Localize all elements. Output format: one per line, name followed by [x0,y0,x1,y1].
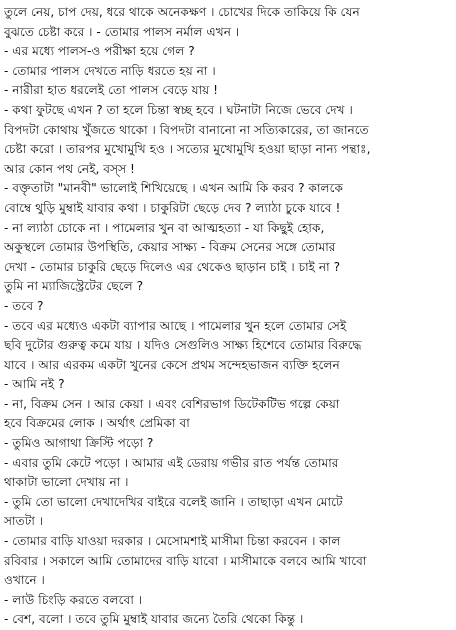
text-line: - তবে ? [4,298,44,313]
text-line: - তোমার বাড়ি যাওয়া দরকার । মেসোমশাই মাসীমা চিন্তা করবেন । কাল [4,534,341,549]
text-line: বুঝতে চেষ্টা করে । - তোমার পালস নর্মাল এখন । [4,24,240,39]
text-line: অকুস্থলে তোমার উপস্থিতি, কেয়ার সাক্ষ্য - বিক্রম সেনের সঙ্গে তোমার [4,240,336,255]
text-line: থাকাটা ভালো দেখায় না । [4,475,129,490]
text-line: - লাউ চিংড়ি করতে বলবো । [4,592,143,607]
text-line: বিপদটা কোথায় খুঁজতে থাকো । বিপদটা বানানো না সত্যিকারের, তা জানতে [4,122,369,137]
text-line: সাতটা । [4,514,44,529]
text-line: ছবি দুটোর গুরুত্ব কমে যায় । যদিও সেগুলিও সাক্ষ্য হিশেবে তোমার বিরুদ্ধে [4,338,362,353]
text-line: যাবে । আর এরকম একটা খুনের কেসে প্রথম সন্দেহভাজন ব্যক্তি হলেন [4,357,340,372]
text-line: - না ল্যাঠা চোকে না । পামেলার খুন বা আত্মহত্যা - যা কিছুই হোক, [4,220,325,235]
text-line: চেষ্টা করো । তারপর মুখোমুখি হও । সত্যের মুখোমুখি হওয়া ছাড়া নান্য পন্থাঃ, [4,142,371,157]
text-line: আর কোন পথ নেই, বস্‌স ! [4,161,135,176]
text-line: রবিবার । সকালে আমি তোমাদের বাড়ি যাবো । মাসীমাকে বলবে আমি খাবো [4,553,367,568]
text-line: তুলে নেয়, চাপ দেয়, ধরে থাকে অনেকক্ষণ । চোখের দিকে তাকিয়ে কি যেন [4,5,360,19]
text-line: - তুমি তো ভালো দেখাদেখির বাইরে বলেই জানি । তাছাড়া এখন মোটে [4,494,343,509]
text-line: - তুমিও আগাথা ক্রিস্টি পড়ো ? [4,436,154,451]
text-line: - না, বিক্রম সেন । আর কেয়া । এবং বেশিরভাগ ডিটেকটিভ গল্পে কেয়া [4,396,340,411]
text-line: ওখানে । [4,573,45,588]
text-line: - এবার তুমি কেটে পড়ো । আমার এই ডেরায় গভীর রাত পর্যন্ত তোমার [4,455,339,470]
text-line: - বেশ, বলো । তবে তুমি মুম্বাই যাবার জন্যে তৈরি থেকো কিন্তু । [4,612,304,627]
text-line: - নারীরা হাত ধরলেই তো পালস বেড়ে যায় ! [4,83,219,98]
text-line: - আমি নই ? [4,377,65,392]
text-line: - বক্তৃতাটা "মানবী" ভালোই শিখিয়েছে । এখন আমি কি করব ? কালকে [4,181,343,196]
text-line: তুমি না ম্যাজিস্ট্রেটের ছেলে ? [4,279,144,294]
text-line: - তোমার পালস দেখতে নাড়ি ধরতে হয় না । [4,63,216,78]
text-line: বোম্বে থুড়ি মুম্বাই যাবার কথা । চাকুরিটা ছেড়ে দেব ? ল্যাঠা চুকে যাবে ! [4,200,341,215]
text-line: - এর মধ্যে পালস-ও পরীক্ষা হয়ে গেল ? [4,44,195,59]
text-line: হবে বিক্রমের লোক । অর্থাৎ প্রেমিকা বা [4,416,190,431]
text-line: - কথা ফুটছে এখন ? তা হলে চিন্তা স্বচ্ছ হবে । ঘটনাটা নিজে ভেবে দেখ । [4,102,353,117]
text-line: - তবে এর মধ্যেও একটা ব্যাপার আছে । পামেলার খুন হলে তোমার সেই [4,318,347,333]
text-line: দেখা - তোমার চাকুরি ছেড়ে দিলেও এর থেকেও ছাড়ান চাই । চাই না ? [4,259,341,274]
